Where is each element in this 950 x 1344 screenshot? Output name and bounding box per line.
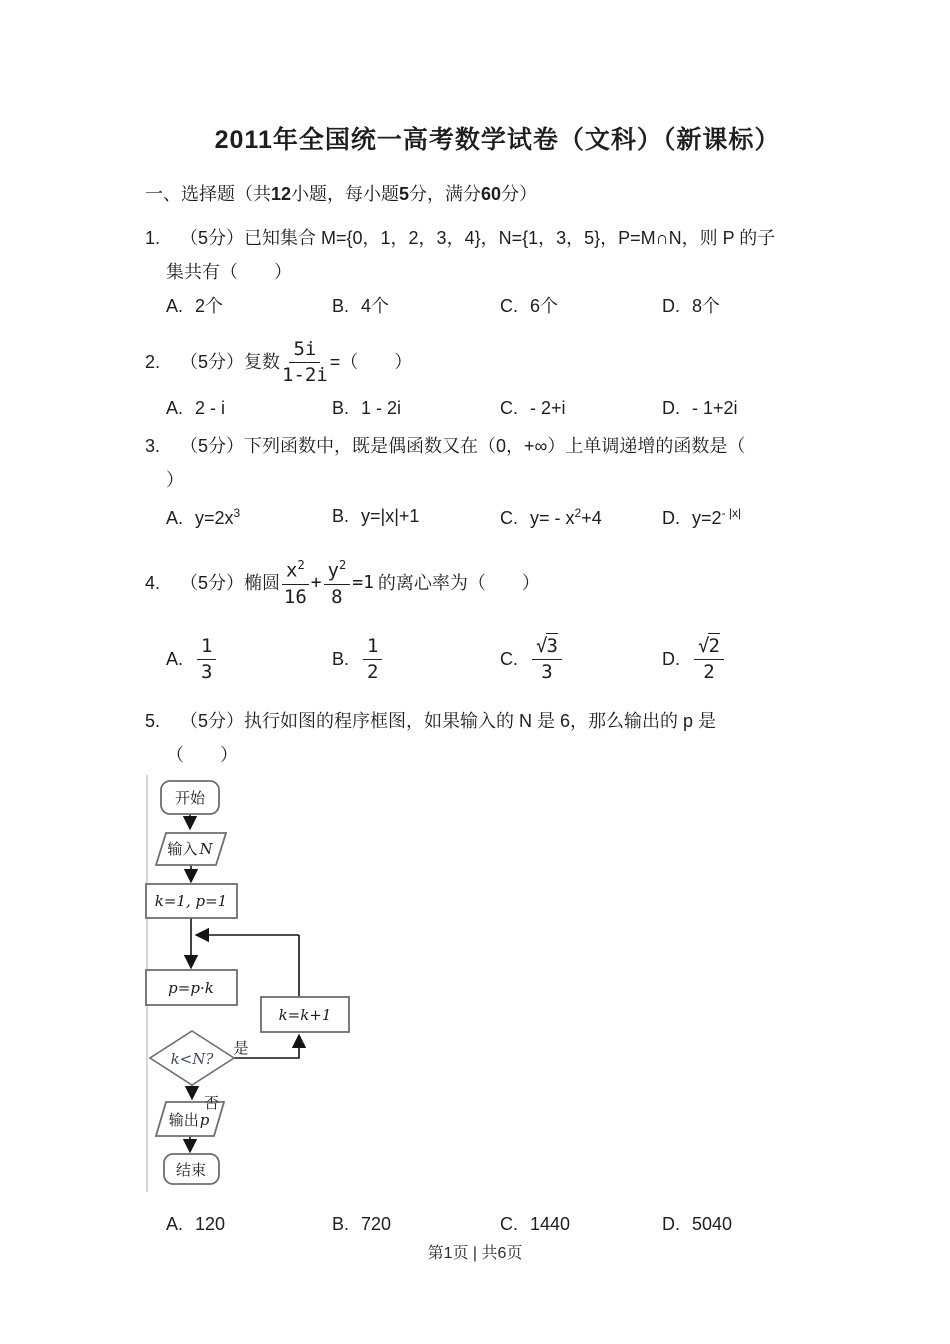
option-value: 8个 — [692, 296, 721, 316]
option-a — [166, 395, 332, 421]
option-letter: A. — [166, 508, 184, 528]
option-letter: C. — [500, 398, 518, 418]
option-letter: D. — [662, 649, 680, 669]
option-letter: A. — [166, 649, 184, 669]
option-letter: A. — [166, 398, 184, 418]
output-label: 输出p — [168, 1111, 210, 1129]
option-value: 1 - 2i — [361, 398, 402, 418]
option-value: 4个 — [361, 296, 390, 316]
option-b — [332, 293, 500, 319]
option-b — [332, 1211, 500, 1237]
option-letter: A. — [166, 1214, 184, 1234]
question-4-line — [145, 550, 850, 616]
fraction-denominator: 3 — [541, 661, 553, 683]
option-b — [332, 395, 500, 421]
fraction-x — [282, 558, 309, 608]
option-value: 5040 — [692, 1214, 733, 1234]
option-letter: B. — [332, 296, 350, 316]
option-letter: B. — [332, 649, 350, 669]
fraction-numerator: 1 — [197, 635, 216, 660]
option-d — [662, 293, 850, 319]
option-c — [500, 395, 662, 421]
question-text: （5分）复数 — [180, 352, 281, 372]
option-value: 1440 — [530, 1214, 571, 1234]
option-value: 720 — [361, 1214, 392, 1234]
question-number: 2. — [145, 352, 161, 372]
option-c — [500, 293, 662, 319]
fraction — [282, 338, 328, 387]
question-5-options — [166, 1211, 850, 1237]
option-c — [500, 1211, 662, 1237]
fraction-y — [324, 558, 351, 608]
question-1 — [145, 221, 850, 319]
question-number: 1. — [145, 228, 161, 248]
option-letter: B. — [332, 1214, 350, 1234]
fraction-denominator: 8 — [331, 585, 343, 608]
yes-label: 是 — [233, 1040, 249, 1057]
radical-icon: √ — [536, 634, 547, 657]
fraction-denominator: 3 — [201, 661, 213, 683]
question-text: （5分）执行如图的程序框图，如果输入的 N 是 6，那么输出的 p 是 — [180, 711, 717, 731]
option-value: $y= - x^2+4$ — [530, 506, 602, 528]
option-d — [662, 1211, 850, 1237]
fraction — [363, 635, 382, 684]
option-d — [662, 499, 850, 532]
option-d — [662, 626, 850, 692]
option-a — [166, 1211, 332, 1237]
option-value: $y=2x^3$ — [195, 506, 241, 528]
option-letter: C. — [500, 508, 518, 528]
flowchart — [141, 772, 481, 1197]
option-b — [332, 626, 500, 692]
option-b — [332, 502, 500, 530]
radicand: 2 — [708, 634, 720, 657]
question-text: （5分）下列函数中，既是偶函数又在（0，+∞）上单调递增的函数是（ — [180, 436, 746, 456]
section-total-points: 60 — [481, 184, 502, 204]
fraction-denominator: 2 — [367, 661, 379, 683]
fraction — [694, 635, 724, 684]
exponent: 2 — [574, 506, 582, 520]
question-3-line1 — [145, 429, 850, 463]
init-label: k=1, p=1 — [154, 892, 228, 910]
exponent: 2 — [297, 558, 305, 573]
multiply-label: p=p·k — [168, 979, 214, 997]
fraction-numerator: $y^2$ — [324, 558, 351, 585]
option-value: 120 — [195, 1214, 226, 1234]
option-letter: C. — [500, 296, 518, 316]
exponent: 2 — [339, 558, 347, 573]
page-number-indicator: 第1页 | 共6页 — [427, 1245, 523, 1262]
option-value: 2 - i — [195, 398, 226, 418]
option-c — [500, 626, 662, 692]
question-5-line2: （ ） — [166, 745, 238, 765]
option-letter: D. — [662, 296, 680, 316]
question-text: （5分）已知集合 M={0，1，2，3，4}，N={1，3，5}，P=M∩N，则 P 的子 — [180, 228, 776, 248]
radicand: 3 — [546, 634, 558, 657]
section-points-per: 5 — [399, 184, 410, 204]
increment-label: k=k+1 — [278, 1006, 332, 1024]
option-value: 2个 — [195, 296, 224, 316]
question-3-line2: ） — [166, 470, 184, 490]
option-letter: C. — [500, 649, 518, 669]
question-number: 3. — [145, 436, 161, 456]
fraction — [532, 635, 562, 684]
question-1-line1 — [145, 221, 850, 255]
fraction — [197, 635, 216, 684]
end-label: 结束 — [175, 1162, 207, 1179]
question-5 — [145, 704, 850, 1237]
fraction-denominator: 16 — [283, 585, 307, 608]
option-a — [166, 626, 332, 692]
exponent: - |x| — [721, 506, 742, 520]
question-1-line2: 集共有（ ） — [166, 262, 292, 282]
exponent: 3 — [233, 506, 241, 520]
question-1-options — [166, 293, 850, 319]
option-letter: B. — [332, 505, 350, 526]
fraction-denominator: 2 — [703, 661, 715, 683]
question-2 — [145, 333, 850, 421]
question-2-line — [145, 333, 850, 391]
question-3 — [145, 429, 850, 532]
section-count: 12 — [271, 184, 292, 204]
fraction-denominator: 1-2i — [282, 364, 328, 386]
option-letter: D. — [662, 398, 680, 418]
question-text: （5分）椭圆 — [180, 573, 281, 593]
equals-one: =1 — [352, 572, 374, 593]
no-label: 否 — [204, 1095, 220, 1112]
question-text-after: =（ ） — [329, 352, 413, 372]
fraction-numerator: $x^2$ — [282, 558, 309, 585]
option-a — [166, 293, 332, 319]
option-value: - 1+2i — [692, 398, 738, 418]
condition-label: k<N? — [170, 1050, 214, 1068]
option-letter: D. — [662, 508, 680, 528]
fraction-numerator: 5i — [289, 338, 320, 363]
fraction-numerator — [532, 635, 562, 660]
option-c — [500, 499, 662, 532]
question-3-options — [166, 499, 850, 532]
fraction-numerator: 1 — [363, 635, 382, 660]
question-text-after: 的离心率为（ ） — [377, 573, 540, 593]
option-letter: A. — [166, 296, 184, 316]
option-letter: D. — [662, 1214, 680, 1234]
question-number: 5. — [145, 711, 161, 731]
option-letter: C. — [500, 1214, 518, 1234]
section-heading: 一、选择题（共12小题，每小题5分，满分60分） — [145, 184, 538, 204]
option-value: y=|x|+1 — [361, 505, 420, 526]
question-4 — [145, 550, 850, 692]
question-5-line1 — [145, 704, 850, 738]
page-title: 2011年全国统一高考数学试卷（文科）（新课标） — [214, 126, 781, 154]
section-text: 一、选择题（共 — [145, 184, 271, 204]
option-a — [166, 499, 332, 532]
start-label: 开始 — [174, 790, 206, 807]
option-value: 6个 — [530, 296, 559, 316]
question-2-options — [166, 395, 850, 421]
option-value: - 2+i — [530, 398, 566, 418]
option-d — [662, 395, 850, 421]
input-label: 输入 N — [167, 840, 213, 858]
question-number: 4. — [145, 573, 161, 593]
fraction-numerator — [694, 635, 724, 660]
radical-icon: √ — [698, 634, 709, 657]
option-letter: B. — [332, 398, 350, 418]
plus-sign: + — [310, 572, 322, 593]
question-4-options — [166, 626, 850, 692]
option-value: $y=2^{- |x|}$ — [692, 506, 742, 528]
